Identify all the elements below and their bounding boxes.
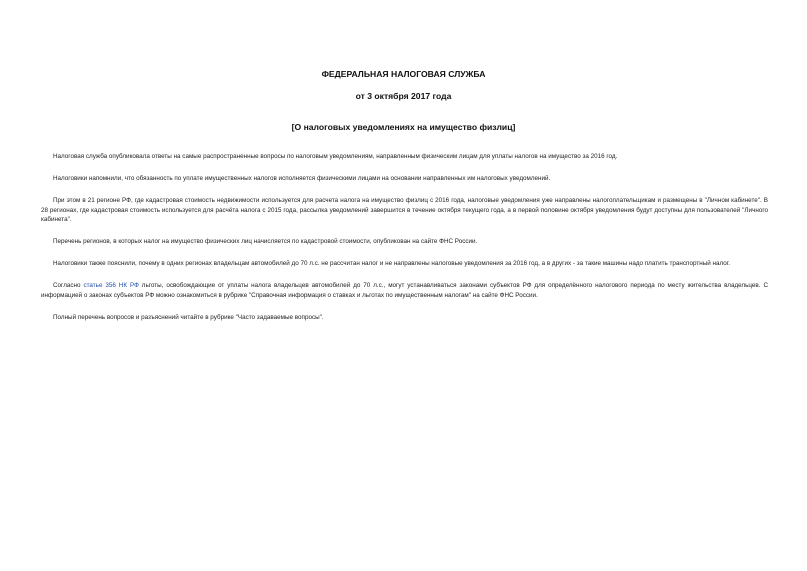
paragraph-6 [41,281,768,299]
document-title: [О налоговых уведомлениях на имущество физлиц] [291,122,516,132]
paragraph-4: Перечень регионов, в которых налог на имущество физических лиц начисляется по кадастровой стоимости, опубликован на сайте ФНС России. [53,238,478,246]
paragraph-5: Налоговики также пояснили, почему в одних регионах владельцам автомобилей до 70 л.с. не рассчитан налог и не направлены налоговые уведомления за 2016 год, а в других - за такие машины надо платить транспортный налог. [53,260,730,268]
article-356-link[interactable]: статье 356 НК РФ [83,282,139,290]
document-date: от 3 октября 2017 года [355,91,452,101]
agency-heading: ФЕДЕРАЛЬНАЯ НАЛОГОВАЯ СЛУЖБА [321,69,486,79]
paragraph-1: Налоговая служба опубликовала ответы на самые распространенные вопросы по налоговым уведомлениям, направленным физическим лицам для уплаты налогов на имущество за 2016 год. [53,153,618,160]
document-body [41,152,768,335]
paragraph-2: Налоговики напомнили, что обязанность по уплате имущественных налогов исполняется физическими лицами на основании направленных им налоговых уведомлений. [53,175,551,183]
paragraph-6-prefix: Согласно [53,282,84,290]
paragraph-6-text: льготы, освобождающие от уплаты налога владельцев автомобилей до 70 л.с., могут устанавливаться законами субъектов РФ для определённого налогового периода по месту жительства владельцев. С информацией о законах субъектов РФ можно ознакомиться в рубрике "Справочная информация о ставках и льготах по имущественным налогам" на сайте ФНС России. [41,282,768,299]
paragraph-7: Полный перечень вопросов и разъяснений читайте в рубрике "Часто задаваемые вопросы". [53,313,324,321]
paragraph-3: При этом в 21 регионе РФ, где кадастровая стоимость недвижимости используется для расчета налога на имущество физлиц с 2016 года, налоговые уведомления уже направлены налогоплательщикам и размещены в "Личном кабинете". В 28 регионах, где кадастровая стоимость используется для расчёта налога с 2015 года, рассылка уведомлений завершится в течение октября текущего года, а в первой половине октября уведомления будут доступны для пользователей "Личного кабинета". [41,197,768,223]
